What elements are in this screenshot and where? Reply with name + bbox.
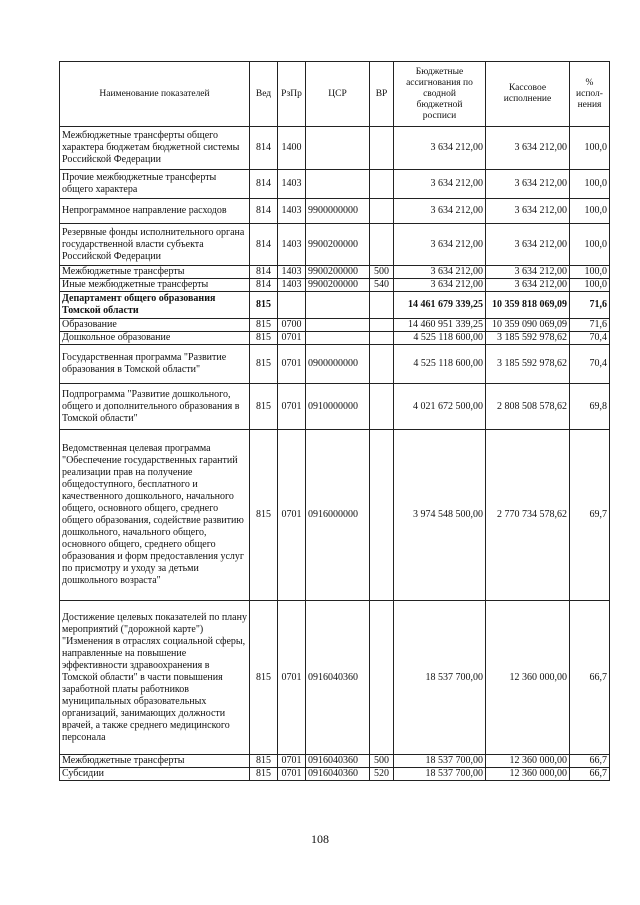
table-row xyxy=(60,127,610,170)
row-name: Межбюджетные трансферты xyxy=(60,755,250,768)
row-rzpr: 0701 xyxy=(278,345,306,384)
row-ved: 815 xyxy=(250,319,278,332)
table-row xyxy=(60,319,610,332)
row-cash-execution: 3 634 212,00 xyxy=(486,127,570,170)
row-vr: 540 xyxy=(370,279,394,292)
row-name: Ведомственная целевая программа "Обеспечение государственных гарантий реализации прав на получение общедоступного, бесплатного и качественного дошкольного, начального общего, основного общего, среднего общего образования, содействие развитию дошкольного, начального общего, основного общего, среднего общего образования и форм предоставления услуг по присмотру и уходу за детьми дошкольного возраста" xyxy=(60,430,250,601)
row-vr xyxy=(370,384,394,430)
row-name: Подпрограмма "Развитие дошкольного, общего и дополнительного образования в Томской области" xyxy=(60,384,250,430)
row-percent: 100,0 xyxy=(570,127,610,170)
row-rzpr: 1403 xyxy=(278,199,306,224)
row-cash-execution: 10 359 090 069,09 xyxy=(486,319,570,332)
row-rzpr: 0701 xyxy=(278,768,306,781)
row-cash-execution: 3 185 592 978,62 xyxy=(486,345,570,384)
row-vr xyxy=(370,199,394,224)
row-vr xyxy=(370,430,394,601)
header-csr: ЦСР xyxy=(306,62,370,127)
row-percent: 71,6 xyxy=(570,319,610,332)
row-cash-execution: 12 360 000,00 xyxy=(486,601,570,755)
row-rzpr: 1403 xyxy=(278,170,306,199)
row-csr: 0916040360 xyxy=(306,755,370,768)
header-cash-execution xyxy=(486,62,570,127)
row-percent: 100,0 xyxy=(570,224,610,266)
row-percent: 69,7 xyxy=(570,430,610,601)
row-vr xyxy=(370,170,394,199)
row-ved: 815 xyxy=(250,384,278,430)
table-row xyxy=(60,224,610,266)
header-pct-line: % xyxy=(585,77,594,88)
row-percent: 70,4 xyxy=(570,332,610,345)
row-ved: 814 xyxy=(250,170,278,199)
row-cash-execution: 10 359 818 069,09 xyxy=(486,292,570,319)
row-vr xyxy=(370,332,394,345)
table-row xyxy=(60,755,610,768)
row-vr: 500 xyxy=(370,266,394,279)
row-csr: 0900000000 xyxy=(306,345,370,384)
header-assignments xyxy=(394,62,486,127)
row-cash-execution: 3 634 212,00 xyxy=(486,279,570,292)
row-percent: 66,7 xyxy=(570,601,610,755)
row-assignment: 3 634 212,00 xyxy=(394,127,486,170)
row-assignment: 18 537 700,00 xyxy=(394,755,486,768)
row-csr: 0916000000 xyxy=(306,430,370,601)
row-vr xyxy=(370,292,394,319)
row-name: Государственная программа "Развитие образования в Томской области" xyxy=(60,345,250,384)
row-name: Дошкольное образование xyxy=(60,332,250,345)
row-rzpr: 0701 xyxy=(278,332,306,345)
header-assign-line: бюджетной xyxy=(416,99,463,110)
row-name: Прочие межбюджетные трансферты общего характера xyxy=(60,170,250,199)
header-exec-line: Кассовое xyxy=(508,83,547,93)
row-assignment: 3 634 212,00 xyxy=(394,199,486,224)
header-assign-line: Бюджетные xyxy=(415,66,464,77)
header-assign-line: сводной xyxy=(423,88,456,99)
row-ved: 815 xyxy=(250,755,278,768)
header-assign-line: росписи xyxy=(422,110,457,121)
row-vr xyxy=(370,601,394,755)
row-percent: 70,4 xyxy=(570,345,610,384)
row-cash-execution: 3 634 212,00 xyxy=(486,224,570,266)
budget-table xyxy=(59,61,610,781)
table-row xyxy=(60,170,610,199)
row-rzpr xyxy=(278,292,306,319)
row-csr: 9900200000 xyxy=(306,266,370,279)
row-name: Межбюджетные трансферты общего характера бюджетам бюджетной системы Российской Федерации xyxy=(60,127,250,170)
row-rzpr: 1403 xyxy=(278,224,306,266)
row-rzpr: 0701 xyxy=(278,755,306,768)
header-ved: Вед xyxy=(250,62,278,127)
header-rzpr: РзПр xyxy=(278,62,306,127)
header-row xyxy=(60,62,610,127)
row-csr: 0910000000 xyxy=(306,384,370,430)
row-vr: 520 xyxy=(370,768,394,781)
table-row xyxy=(60,601,610,755)
table-row xyxy=(60,384,610,430)
row-vr: 500 xyxy=(370,755,394,768)
table-row xyxy=(60,768,610,781)
header-vr: ВР xyxy=(370,62,394,127)
row-name: Иные межбюджетные трансферты xyxy=(60,279,250,292)
row-assignment: 3 634 212,00 xyxy=(394,266,486,279)
row-name: Департамент общего образования Томской области xyxy=(60,292,250,319)
row-csr xyxy=(306,170,370,199)
row-assignment: 14 461 679 339,25 xyxy=(394,292,486,319)
row-assignment: 3 634 212,00 xyxy=(394,224,486,266)
row-assignment: 4 021 672 500,00 xyxy=(394,384,486,430)
row-assignment: 3 634 212,00 xyxy=(394,170,486,199)
row-percent: 100,0 xyxy=(570,279,610,292)
row-cash-execution: 12 360 000,00 xyxy=(486,768,570,781)
row-rzpr: 0700 xyxy=(278,319,306,332)
row-name: Достижение целевых показателей по плану мероприятий ("дорожной карте") "Изменения в отраслях социальной сферы, направленные на повышение эффективности здравоохранения в Томской области" в части повышения заработной платы работников муниципальных образовательных организаций, занимающих должности врачей, а также среднего медицинского персонала xyxy=(60,601,250,755)
row-cash-execution: 2 770 734 578,62 xyxy=(486,430,570,601)
row-ved: 814 xyxy=(250,266,278,279)
row-assignment: 4 525 118 600,00 xyxy=(394,332,486,345)
header-name: Наименование показателей xyxy=(60,62,250,127)
table-row xyxy=(60,332,610,345)
row-name: Образование xyxy=(60,319,250,332)
row-csr: 9900000000 xyxy=(306,199,370,224)
row-vr xyxy=(370,224,394,266)
row-cash-execution: 12 360 000,00 xyxy=(486,755,570,768)
row-cash-execution: 3 634 212,00 xyxy=(486,199,570,224)
row-csr xyxy=(306,319,370,332)
row-ved: 814 xyxy=(250,127,278,170)
row-csr: 0916040360 xyxy=(306,768,370,781)
row-ved: 815 xyxy=(250,345,278,384)
row-rzpr: 1403 xyxy=(278,279,306,292)
header-exec-line: исполнение xyxy=(503,94,552,104)
row-rzpr: 0701 xyxy=(278,430,306,601)
row-csr xyxy=(306,292,370,319)
row-ved: 815 xyxy=(250,601,278,755)
row-name: Субсидии xyxy=(60,768,250,781)
row-assignment: 4 525 118 600,00 xyxy=(394,345,486,384)
row-percent: 100,0 xyxy=(570,170,610,199)
row-vr xyxy=(370,319,394,332)
row-ved: 814 xyxy=(250,224,278,266)
row-rzpr: 1403 xyxy=(278,266,306,279)
row-assignment: 18 537 700,00 xyxy=(394,768,486,781)
row-assignment: 18 537 700,00 xyxy=(394,601,486,755)
row-csr: 9900200000 xyxy=(306,279,370,292)
row-percent: 66,7 xyxy=(570,768,610,781)
row-percent: 66,7 xyxy=(570,755,610,768)
row-assignment: 14 460 951 339,25 xyxy=(394,319,486,332)
row-ved: 815 xyxy=(250,332,278,345)
row-rzpr: 1400 xyxy=(278,127,306,170)
row-percent: 100,0 xyxy=(570,199,610,224)
row-percent: 69,8 xyxy=(570,384,610,430)
table-row xyxy=(60,430,610,601)
row-cash-execution: 2 808 508 578,62 xyxy=(486,384,570,430)
row-rzpr: 0701 xyxy=(278,601,306,755)
table-row xyxy=(60,199,610,224)
row-name: Непрограммное направление расходов xyxy=(60,199,250,224)
row-ved: 814 xyxy=(250,199,278,224)
header-pct-line: испол- xyxy=(576,88,603,99)
row-csr xyxy=(306,332,370,345)
row-percent: 100,0 xyxy=(570,266,610,279)
row-ved: 815 xyxy=(250,292,278,319)
row-ved: 815 xyxy=(250,768,278,781)
row-vr xyxy=(370,345,394,384)
row-assignment: 3 974 548 500,00 xyxy=(394,430,486,601)
header-percent xyxy=(570,62,610,127)
table-row xyxy=(60,279,610,292)
row-cash-execution: 3 634 212,00 xyxy=(486,170,570,199)
row-csr: 9900200000 xyxy=(306,224,370,266)
header-pct-line: нения xyxy=(577,99,602,110)
header-assign-line: ассигнования по xyxy=(406,77,473,88)
row-name: Резервные фонды исполнительного органа государственной власти субъекта Российской Федерации xyxy=(60,224,250,266)
table-row xyxy=(60,292,610,319)
row-ved: 815 xyxy=(250,430,278,601)
row-percent: 71,6 xyxy=(570,292,610,319)
row-csr: 0916040360 xyxy=(306,601,370,755)
row-cash-execution: 3 185 592 978,62 xyxy=(486,332,570,345)
row-assignment: 3 634 212,00 xyxy=(394,279,486,292)
table-row xyxy=(60,266,610,279)
table-row xyxy=(60,345,610,384)
row-csr xyxy=(306,127,370,170)
row-rzpr: 0701 xyxy=(278,384,306,430)
page-number: 108 xyxy=(311,832,329,846)
row-ved: 814 xyxy=(250,279,278,292)
row-name: Межбюджетные трансферты xyxy=(60,266,250,279)
row-cash-execution: 3 634 212,00 xyxy=(486,266,570,279)
row-vr xyxy=(370,127,394,170)
